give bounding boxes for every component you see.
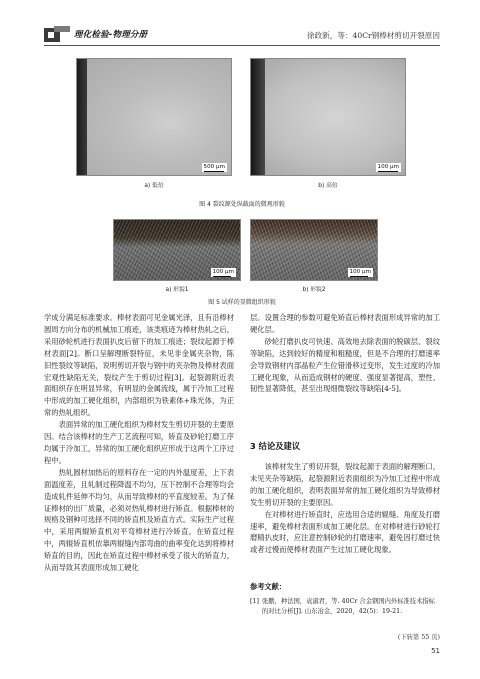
figure4-panel-a <box>76 58 232 176</box>
header-rule <box>44 45 440 46</box>
section-heading: 3 结论及建议 <box>250 441 301 451</box>
reference-item: 张鹏，种法国，袁淑君，等. 40Cr 合金钢国内外标准技术指标的对比分析[J]. 山东冶金，2020，42(5)：19-21. <box>262 598 435 615</box>
figure4-label-b: b) 高倍 <box>318 183 338 189</box>
right-column-top <box>250 312 440 395</box>
right-column-conclusions <box>250 461 440 556</box>
figure4-caption: 图 4 裂纹源处纵截面的微观形貌 <box>199 201 285 208</box>
paragraph: 表面异常的加工硬化组织为棒材发生剪切开裂的主要原因。结合该棒材的生产工艺流程可知，矫直及砂轮打磨工序均属于冷加工，异常的加工硬化组织应形成于这两个工序过程中。 <box>44 420 234 465</box>
references-heading: 参考文献： <box>250 582 286 591</box>
journal-logo-icon <box>44 26 70 44</box>
reference-number: [1] <box>250 598 259 605</box>
figure5-label-a: a) 形貌1 <box>165 287 189 293</box>
scale-bar: 500 μm <box>202 163 227 173</box>
paragraph: 该棒材发生了剪切开裂，裂纹起源于表面的解理断口，未见夹杂等缺陷，起裂源附近表面组织为冷加工过程中形成的加工硬化组织，表明表面异常的加工硬化组织为导致棒材发生剪切开裂的主要原因。 <box>250 462 440 507</box>
journal-name: 理化检验-物理分册 <box>74 30 148 40</box>
figure5-panel-b <box>250 219 378 281</box>
figure5-panel-a <box>113 219 241 281</box>
figure5-caption: 图 5 试样的显微组织形貌 <box>208 299 276 306</box>
figure4-label-a: a) 低倍 <box>144 183 164 189</box>
paragraph: 层。设置合理的参数可避免矫直后棒材表面形成异常的加工硬化层。 <box>250 313 440 334</box>
left-column <box>44 312 234 574</box>
running-head: 徐政新，等：40Cr钢棒材剪切开裂原因 <box>306 31 440 40</box>
continued-note: (下转第 55 页) <box>397 634 440 641</box>
paragraph: 学成分满足标准要求。棒材表面可见金属光泽，且有沿棒材圆周方向分布的机械加工痕迹，该类痕迹为棒材热轧之后，采用砂轮机进行表面扒皮后留下的加工痕迹；裂纹起源于棒材表面[2]。断口呈解理断裂特征，未见非金属夹杂物，陈旧性裂纹等缺陷，说明剪切开裂与钢中的夹杂物及棒材表面宏观性缺陷无关，裂纹产生于剪切过程[3]。起裂源附近表面组织存在明显异常，有明显的金属流线，属于冷加工过程中形成的加工硬化组织，内部组织为铁素体+珠光体，为正常的热轧组织。 <box>44 313 234 418</box>
figure4-panel-b <box>250 58 406 176</box>
paragraph: 砂轮打磨扒皮可快速、高效地去除表面的脱碳层、裂纹等缺陷，达到较好的精度和粗糙度，但是不合理的打磨速率会导致钢材内部晶粒产生位错滑移过变形，发生过度的冷加工硬化现象，从而造成钢材的硬度、强度显著提高，塑性、韧性显著降低，甚至出现细微裂纹等缺陷[4-5]。 <box>250 336 440 394</box>
paragraph: 热轧圆材加热后的原料存在一定的内外温度差，上下表面温度差，且轧制过程降温不均匀，压下控制不合理等均会造成轧件延伸不均匀，从而导致棒材的平直度较差。为了保证棒材的出厂质量，必须对热轧棒材进行矫直。根据棒材的规格及钢种可选择不同的矫直机及矫直方式。实际生产过程中，采用两辊矫直机对平弯棒材进行冷矫直。在矫直过程中，两辊矫直机依靠两辊缝内部弯曲的曲率变化达到将棒材矫直的目的，因此在矫直过程中棒材承受了很大的矫直力，从而导致其表面形成加工硬化 <box>44 467 234 573</box>
scale-bar: 100 μm <box>376 163 401 173</box>
paragraph: 在对棒材进行矫直时，应选用合适的辊缝、角度及打磨速率，避免棒材表面形成加工硬化层。在对棒材进行砂轮打磨精扒皮时，应注意控制砂轮的打磨速率，避免因打磨过快或者过慢而使棒材表面产生过加工硬化现象。 <box>250 509 440 555</box>
figure5-label-b: b) 形貌2 <box>302 287 326 293</box>
scale-bar: 100 μm <box>211 268 236 278</box>
page-number: 51 <box>431 647 440 655</box>
scale-bar: 100 μm <box>348 268 373 278</box>
